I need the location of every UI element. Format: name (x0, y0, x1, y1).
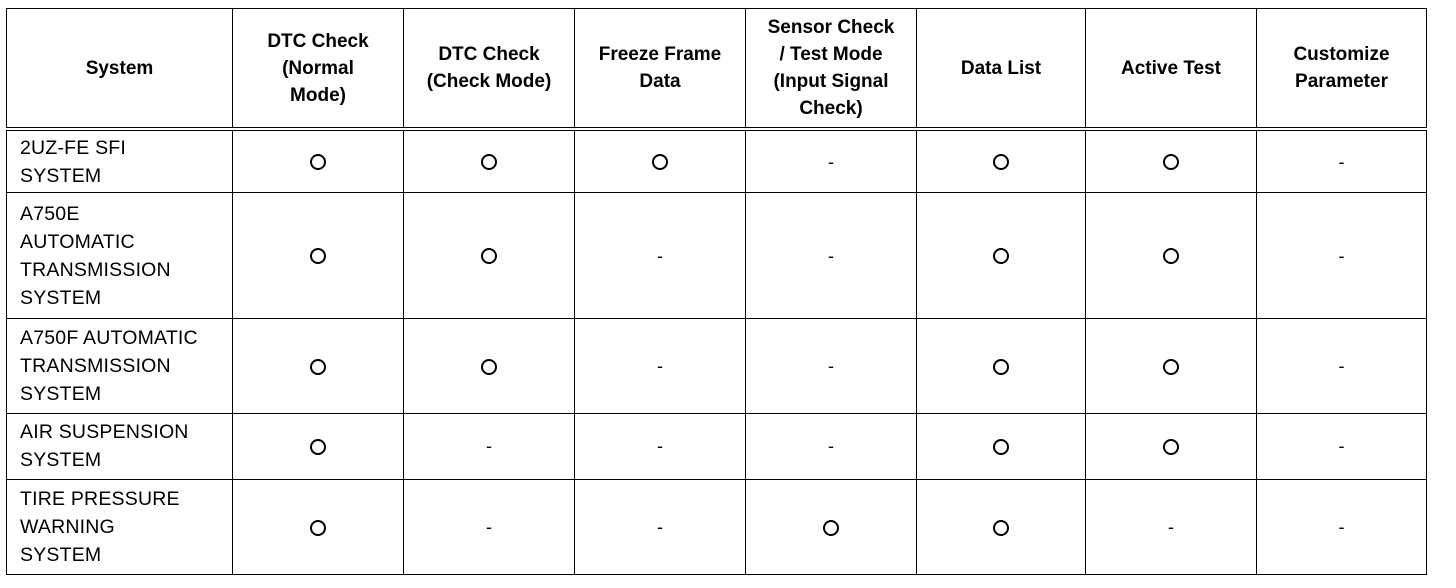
header-text-line: / Test Mode (779, 44, 883, 65)
system-name-line: WARNING (20, 516, 115, 539)
circle-icon (310, 439, 326, 455)
dash-mark: - (486, 517, 492, 538)
circle-icon (481, 248, 497, 264)
header-text-line: (Check Mode) (426, 71, 552, 92)
circle-icon (993, 248, 1009, 264)
system-name-line: SYSTEM (20, 449, 102, 472)
support-cell (1086, 480, 1257, 575)
dash-mark: - (828, 355, 834, 376)
system-name-cell (7, 129, 233, 193)
support-cell (1257, 129, 1427, 193)
circle-icon (310, 520, 326, 536)
support-cell (575, 413, 746, 479)
support-cell (1086, 193, 1257, 319)
dash-mark: - (828, 151, 834, 172)
table-row (7, 480, 1427, 575)
dash-mark: - (1338, 517, 1345, 538)
support-cell (746, 318, 917, 413)
function-support-table (6, 8, 1427, 575)
support-cell (746, 129, 917, 193)
header-text-line: Customize (1293, 44, 1390, 65)
circle-icon (1163, 439, 1179, 455)
header-text-line: (Normal (282, 57, 354, 79)
header-text-line: DTC Check (438, 44, 540, 65)
dash-mark: - (657, 355, 663, 376)
dash-mark: - (486, 436, 492, 457)
support-cell (575, 193, 746, 319)
system-name-line: A750E (20, 202, 80, 225)
support-cell (233, 318, 404, 413)
support-cell (1086, 413, 1257, 479)
header-system (7, 9, 233, 130)
support-cell (233, 413, 404, 479)
header-active-test (1086, 9, 1257, 130)
support-cell (1257, 318, 1427, 413)
system-name-cell (7, 413, 233, 479)
support-cell (404, 318, 575, 413)
system-name-line: TRANSMISSION (20, 258, 171, 281)
header-freeze-frame (575, 9, 746, 130)
header-dtc-check (404, 9, 575, 130)
header-customize (1257, 9, 1427, 130)
system-name-line: TIRE PRESSURE (20, 488, 180, 511)
dash-mark: - (828, 245, 834, 266)
support-cell (404, 193, 575, 319)
system-name-cell (7, 480, 233, 575)
header-text-line: System (85, 57, 154, 79)
header-text-line: Sensor Check (767, 17, 895, 38)
support-cell (233, 480, 404, 575)
table-row (7, 129, 1427, 193)
header-text-line: DTC Check (267, 30, 369, 52)
support-cell (404, 413, 575, 479)
circle-icon (1163, 154, 1179, 170)
dash-mark: - (1338, 151, 1345, 172)
dash-mark: - (828, 436, 834, 457)
support-cell (1257, 193, 1427, 319)
circle-icon (481, 359, 497, 375)
system-name-line: SYSTEM (20, 382, 102, 405)
header-text-line: Mode) (290, 84, 346, 106)
table-row (7, 318, 1427, 413)
header-text-line: Parameter (1295, 71, 1388, 92)
circle-icon (823, 520, 839, 536)
system-name-cell (7, 193, 233, 319)
dash-mark: - (657, 517, 663, 538)
circle-icon (652, 154, 668, 170)
system-name-line: TRANSMISSION (20, 354, 171, 377)
header-text-line: Active Test (1121, 57, 1221, 79)
circle-icon (1163, 248, 1179, 264)
header-text-line: Data (639, 71, 681, 92)
support-cell (404, 480, 575, 575)
header-dtc-normal (233, 9, 404, 130)
table-row (7, 193, 1427, 319)
system-name-line: A750F AUTOMATIC (20, 326, 198, 349)
support-cell (917, 193, 1086, 319)
header-text-line: Freeze Frame (598, 44, 722, 65)
table-row (7, 413, 1427, 479)
support-cell (746, 193, 917, 319)
support-cell (917, 129, 1086, 193)
header-data-list (917, 9, 1086, 130)
support-cell (1257, 480, 1427, 575)
support-cell (575, 480, 746, 575)
circle-icon (993, 520, 1009, 536)
support-cell (404, 129, 575, 193)
support-cell (233, 129, 404, 193)
header-row (7, 9, 1427, 130)
support-cell (917, 318, 1086, 413)
header-sensor-check (746, 9, 917, 130)
system-name-line: AIR SUSPENSION (20, 421, 189, 444)
dash-mark: - (657, 436, 663, 457)
system-name-line: SYSTEM (20, 164, 102, 187)
system-name-cell (7, 318, 233, 413)
support-cell (1257, 413, 1427, 479)
support-cell (575, 129, 746, 193)
dash-mark: - (1338, 355, 1345, 376)
support-cell (746, 480, 917, 575)
dash-mark: - (657, 245, 663, 266)
circle-icon (993, 154, 1009, 170)
circle-icon (310, 359, 326, 375)
support-cell (917, 480, 1086, 575)
support-cell (746, 413, 917, 479)
header-text-line: Data List (960, 57, 1042, 79)
circle-icon (993, 359, 1009, 375)
support-cell (1086, 318, 1257, 413)
circle-icon (481, 154, 497, 170)
circle-icon (310, 154, 326, 170)
system-name-line: SYSTEM (20, 544, 102, 567)
support-cell (917, 413, 1086, 479)
dash-mark: - (1338, 436, 1345, 457)
dash-mark: - (1168, 517, 1174, 538)
support-cell (1086, 129, 1257, 193)
system-name-line: SYSTEM (20, 286, 102, 309)
dash-mark: - (1338, 245, 1345, 266)
circle-icon (1163, 359, 1179, 375)
circle-icon (993, 439, 1009, 455)
system-name-line: AUTOMATIC (20, 230, 135, 253)
system-name-line: 2UZ-FE SFI (20, 136, 127, 159)
support-cell (575, 318, 746, 413)
header-text-line: Check) (799, 98, 863, 119)
support-cell (233, 193, 404, 319)
header-text-line: (Input Signal (773, 71, 889, 92)
circle-icon (310, 248, 326, 264)
